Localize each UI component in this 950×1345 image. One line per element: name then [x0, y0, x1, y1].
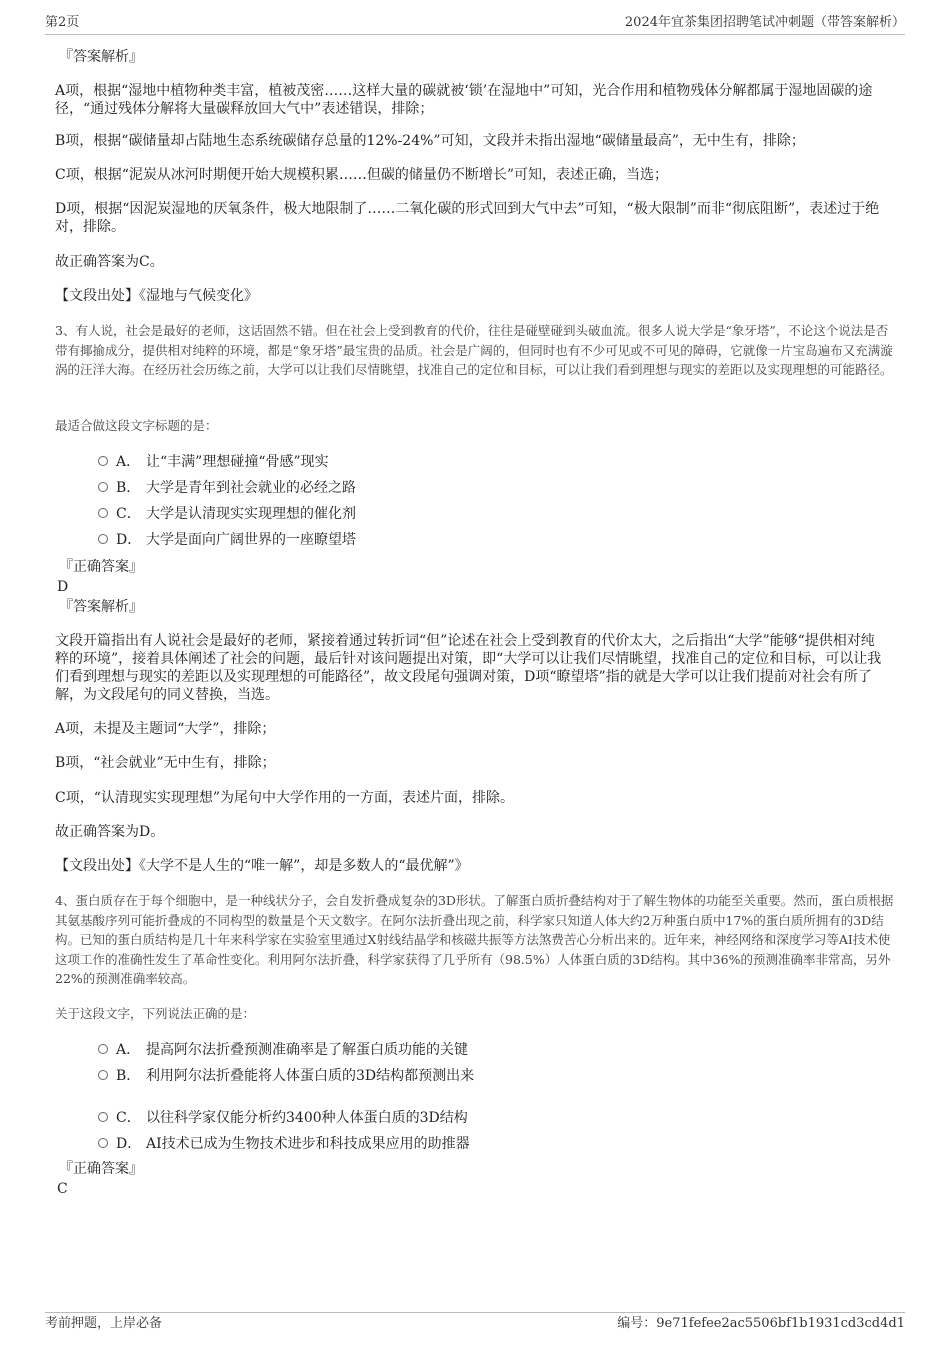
question-3-option-b[interactable]: B． 大学是青年到社会就业的必经之路: [98, 478, 356, 498]
answer: D: [57, 579, 69, 595]
question-4-option-d[interactable]: D． AI技术已成为生物技术进步和科技成果应用的助推器: [98, 1134, 470, 1154]
radio-icon[interactable]: [98, 1044, 108, 1054]
analysis-option-c: C项，“认清现实实现理想”为尾句中大学作用的一方面，表述片面，排除。: [55, 790, 515, 806]
page-header: [45, 14, 905, 35]
radio-icon[interactable]: [98, 456, 108, 466]
document-id: 编号：9e71fefee2ac5506bf1b1931cd3cd4d1: [617, 1316, 905, 1331]
analysis-option-b: B项，根据“碳储量却占陆地生态系统碳储存总量的12%-24%”可知，文段并未指出湿地“碳储量最高”，无中生有，排除；: [55, 133, 805, 149]
question-3-option-c[interactable]: C． 大学是认清现实实现理想的催化剂: [98, 504, 356, 524]
radio-icon[interactable]: [98, 1070, 108, 1080]
footer-slogan: 考前押题，上岸必备: [45, 1316, 163, 1331]
source: 【文段出处】《湿地与气候变化》: [55, 288, 258, 304]
conclusion: 故正确答案为D。: [55, 824, 165, 840]
question-4-option-a[interactable]: A． 提高阿尔法折叠预测准确率是了解蛋白质功能的关键: [98, 1040, 468, 1060]
question-4-prompt: 关于这段文字，下列说法正确的是：: [55, 1006, 256, 1021]
analysis-option-c: C项，根据“泥炭从冰河时期便开始大规模积累……但碳的储量仍不断增长”可知，表述正确，当选；: [55, 167, 669, 183]
answer-label: 『正确答案』: [59, 559, 143, 575]
question-4-option-b[interactable]: B． 利用阿尔法折叠能将人体蛋白质的3D结构都预测出来: [98, 1066, 474, 1086]
radio-icon[interactable]: [98, 508, 108, 518]
radio-icon[interactable]: [98, 1138, 108, 1148]
analysis-option-a: A项，根据“湿地中植物种类丰富，植被茂密……这样大量的碳就被‘锁’在湿地中”可知，光合作用和植物残体分解都属于湿地固碳的途径，“通过残体分解将大量碳释放回大气中”表述错误，排除；: [55, 83, 873, 117]
analysis-option-a: A项，未提及主题词“大学”，排除；: [55, 721, 276, 737]
question-3-option-d[interactable]: D． 大学是面向广阔世界的一座瞭望塔: [98, 530, 356, 550]
question-4-text: 4、蛋白质存在于每个细胞中，是一种线状分子，会自发折叠成复杂的3D形状。了解蛋白质折叠结构对于了解生物体的功能至关重要。然而，蛋白质根据其氨基酸序列可能折叠成的不同构型的数量是个天文数字。在阿尔法折叠出现之前，科学家只知道人体大约2万种蛋白质中17%的蛋白质所拥有的3D结构。已知的蛋白质结构是几十年来科学家在实验室里通过X射线结晶学和核磁共振等方法煞费苦心分析出来的。近年来，神经网络和深度学习等AI技术使这项工作的准确性发生了革命性变化。利用阿尔法折叠，科学家获得了几乎所有（98.5%）人体蛋白质的3D结构。其中36%的预测准确率非常高，另外22%的预测准确率较高。: [55, 893, 894, 986]
analysis-text: 文段开篇指出有人说社会是最好的老师，紧接着通过转折词“但”论述在社会上受到教育的代价太大，之后指出“大学”能够“提供相对纯粹的环境”，接着具体阐述了社会的问题，最后针对该问题提出对策，即“大学可以让我们尽情眺望，找准自己的定位和目标，可以让我们看到理想与现实的差距以及实现理想的可能路径”，故文段尾句强调对策，D项“瞭望塔”指的就是大学可以让我们提前对社会有所了解，为文段尾句的同义替换，当选。: [55, 633, 882, 703]
question-3-prompt: 最适合做这段文字标题的是：: [55, 418, 218, 433]
page-footer: [45, 1312, 905, 1335]
analysis-option-d: D项，根据“因泥炭湿地的厌氧条件，极大地限制了……二氧化碳的形式回到大气中去”可知，“极大限制”而非“彻底阻断”，表述过于绝对，排除。: [55, 201, 880, 235]
analysis-label: 『答案解析』: [59, 49, 143, 65]
answer: C: [57, 1181, 68, 1197]
source: 【文段出处】《大学不是人生的“唯一解”，却是多数人的“最优解”》: [55, 858, 469, 874]
answer-label: 『正确答案』: [59, 1161, 143, 1177]
analysis-option-b: B项，“社会就业”无中生有，排除；: [55, 755, 276, 771]
radio-icon[interactable]: [98, 482, 108, 492]
question-3-text: 3、有人说，社会是最好的老师，这话固然不错。但在社会上受到教育的代价，往往是碰壁碰到头破血流。很多人说大学是“象牙塔”，不论这个说法是否带有揶揄成分，提供相对纯粹的环境，都是“象牙塔”最宝贵的品质。社会是广阔的，但同时也有不少可见或不可见的障碍，它就像一片宝岛遍布又充满漩涡的汪洋大海。在经历社会历练之前，大学可以让我们尽情眺望，找准自己的定位和目标，可以让我们看到理想与现实的差距以及实现理想的可能路径。: [55, 323, 893, 377]
radio-icon[interactable]: [98, 534, 108, 544]
question-4-option-c[interactable]: C． 以往科学家仅能分析约3400种人体蛋白质的3D结构: [98, 1108, 468, 1128]
question-3-option-a[interactable]: A． 让“丰满”理想碰撞“骨感”现实: [98, 452, 329, 472]
analysis-label: 『答案解析』: [59, 599, 143, 615]
radio-icon[interactable]: [98, 1112, 108, 1122]
document-title: 2024年宜茶集团招聘笔试冲刺题（带答案解析）: [624, 15, 905, 30]
conclusion: 故正确答案为C。: [55, 254, 164, 270]
page-number: 第2页: [45, 15, 80, 30]
